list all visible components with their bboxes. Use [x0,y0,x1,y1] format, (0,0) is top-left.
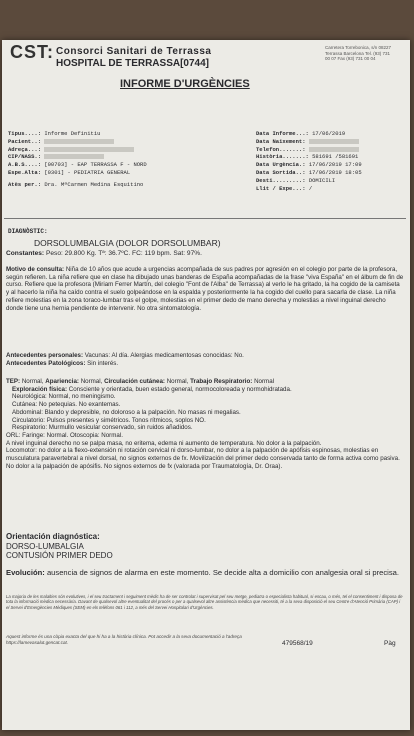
admission-info: Data Informe...: 17/06/2019 Data Naixement: Telefon.......: Història.......: 581691 /581691 Data Urgència.: 17/06/2019 17:09 Data Sortida..: 17/06/2019 18:05 Desti.........: DOMICILI Llit / Expe...: / [256,130,362,192]
report-title: INFORME D'URGÈNCIES [120,78,250,90]
exploracion-line: Locomotor: no dolor a la flexo-extensión ni rotación cervical ni dorso-lumbar, no dolor a la palpación de apófisis espinosas, molestias en musculatura paravertebral a nivel dorsal, no signos externos de fx. Movilización del primer dedo conservada tanto de forma activa como pasiva. No dolor a la palpación de apósifis. No signos externos de fx (valorada por Traumatología, Dr. Oraa). [6,447,400,470]
exploracion-line: ORL: Faringe: Normal. Otoscopia: Normal. [6,431,123,439]
patient-info: Tipus....: Informe Definitiu Pacient..: Adreça...: CIP/NASS.: A.B.S....: [00703] - EAP TERRASSA F - NORD Espe.Alta: [0301] - PEDIATRIA GENERAL Atès per.: Dra. MªCarmen Medina Esquitino [8,130,147,188]
abs-value: [00703] - EAP TERRASSA F - NORD [44,161,147,169]
exploracion: TEP: Normal, Apariencia: Normal, Circulación cutánea: Normal, Trabajo Respiratorio: Normal Exploración física: Consciente y orientada, buen estado general, normocoloreada y normohidratada. Neurológica: Normal, no meningismo. Cutánea: No petequias. No exantemas. Abdominal: Blando y depresible, no doloroso a la palpación. No masas ni megalias. Circulatorio: Pulsos presentes y simétricos. Tonos rítmicos, soplos NO. Respiratorio: Murmullo vesicular conservado, sin ruidos añadidos. ORL: Faringe: Normal. Otoscopia: Normal. A nivel inguinal derecho no se palpa masa, no eritema, edema ni aumento de temperatura. No dolor a la palpación. Locomotor: no dolor a la flexo-extensión ni rotación cervical ni dorso-lumbar, no dolor a la palpación de apófisis espinosas, molestias en musculatura paravertebral a nivel dorsal, no signos externos de fx. Movilización del primer dedo conservada tanto de forma activa como pasiva. No dolor a la palpación de apósifis. No signos externos de fx (valorada por Traumatología, Dr. Oraa). [6,378,404,470]
diagnostic-label: DIAGNÒSTIC: [8,228,48,235]
redacted-birthdate [309,139,359,144]
evolucion: Evolución: ausencia de signos de alarma en este momento. Se decide alta a domicilio con analgesia oral si precisa. [6,568,399,577]
motivo-consulta: Motivo de consulta: Niña de 10 años que acude a urgencias acompañada de sus padres por agresión en el colegio por parte de la profesora, según refieren. La niña refiere que en clase ha dibujado unas banderas de España acompañadas de la frase "viva España" en el álbum de fin de curso. Refiere que la profesora (Miriam Ferrer Martín, del colegio "Font de l'Alba" de Terrassa) al verlo le ha gritado, la ha cogido de la camiseta y al hacerlo la niña ha caído contra el suelo golpeándose en la espalda y posteriormente la ha cogido del cuello para sacarla de clase. La niña refiere molestias en la zona toraco-lumbar tras el golpe, molestias en el primer dedo de mano derecha y molestias a nivel inguinal derecho donde tiene una hernia pendiente de intervenir. No otra sintomatología. [6,266,404,312]
espe-value: [0301] - PEDIATRIA GENERAL [44,168,131,176]
redacted-cip [44,154,104,159]
hospital-address: Carretera Torrebonica, s/n 08227 Terrassa Barcelona Tel. (93) 731 00 07 Fax (93) 731 00 04 [325,45,391,61]
exploracion-line: Respiratorio: Murmullo vesicular conservado, sin ruidos añadidos. [12,424,193,432]
redacted-name [44,139,114,144]
antecedentes: Antecedentes personales: Vacunas: Al día. Alergias medicamentosas conocidas: No. Antecedentes Patológicos: Sin interés. [6,352,244,367]
exploracion-line: Circulatorio: Pulsos presentes y simétricos. Tonos rítmicos, soplos NO. [12,416,206,424]
orientacion-item: CONTUSIÓN PRIMER DEDO [6,551,113,560]
redacted-phone [309,147,359,152]
redacted-address [44,147,134,152]
tipus-value: Informe Definitiu [44,130,101,137]
page-number: Pàg [384,640,396,647]
exploracion-line: Cutánea: No petequias. No exantemas. [12,401,121,409]
exploracion-line: A nivel inguinal derecho no se palpa masa, no eritema, edema ni aumento de temperatura. No dolor a la palpación. [6,439,322,447]
report-ref: 479568/19 [282,640,313,647]
cst-logo: CST: [10,42,54,62]
exploracion-line: Neurológica: Normal, no meningismo. [12,393,116,401]
hospital-name: HOSPITAL DE TERRASSA[0744] [56,58,209,69]
copy-note: Aquest informe és una còpia exacta del que hi ha a la història clínica. Pot accedir a la seva documentació a l'adreça https://lamevasalut.gencat.cat. [6,634,242,645]
ates-value: Dra. MªCarmen Medina Esquitino [44,180,144,188]
orientacion-item: DORSO-LUMBALGIA [6,541,84,551]
orientacion: Orientación diagnóstica: DORSO-LUMBALGIA CONTUSIÓN PRIMER DEDO [6,532,404,561]
diagnostic-value: DORSOLUMBALGIA (DOLOR DORSOLUMBAR) [34,238,221,248]
legal-notice: La majoria de les malalties són evolutives, i el seu tractament i seguiment mèdic ha de ser controlat i supervisat pel seu metge, pediatra o especialista habitual, si escau, o més, tel el consentiment i disposa de tota la informació mèdica necessària. Davant de qualsevol altre eventualitat del procés o per a qualsevol altre assistència mèdica que necessiti, té a la seva disposició el seu Centre d'Atenció Primària (CAP) i el Servei d'Emergències Mèdiques (SEM) en els telèfons 061 i 112, a més del Servei Hospitalari d'Urgències. [6,594,403,610]
exploracion-line: Abdominal: Blando y depresible, no doloroso a la palpación. No masas ni megalias. [12,408,241,416]
divider [4,218,406,219]
org-name: Consorci Sanitari de Terrassa [56,46,212,57]
constants: Constantes: Peso: 29.800 Kg. Tª: 36.7ºC. FC: 119 bpm. Sat: 97%. [6,250,202,257]
